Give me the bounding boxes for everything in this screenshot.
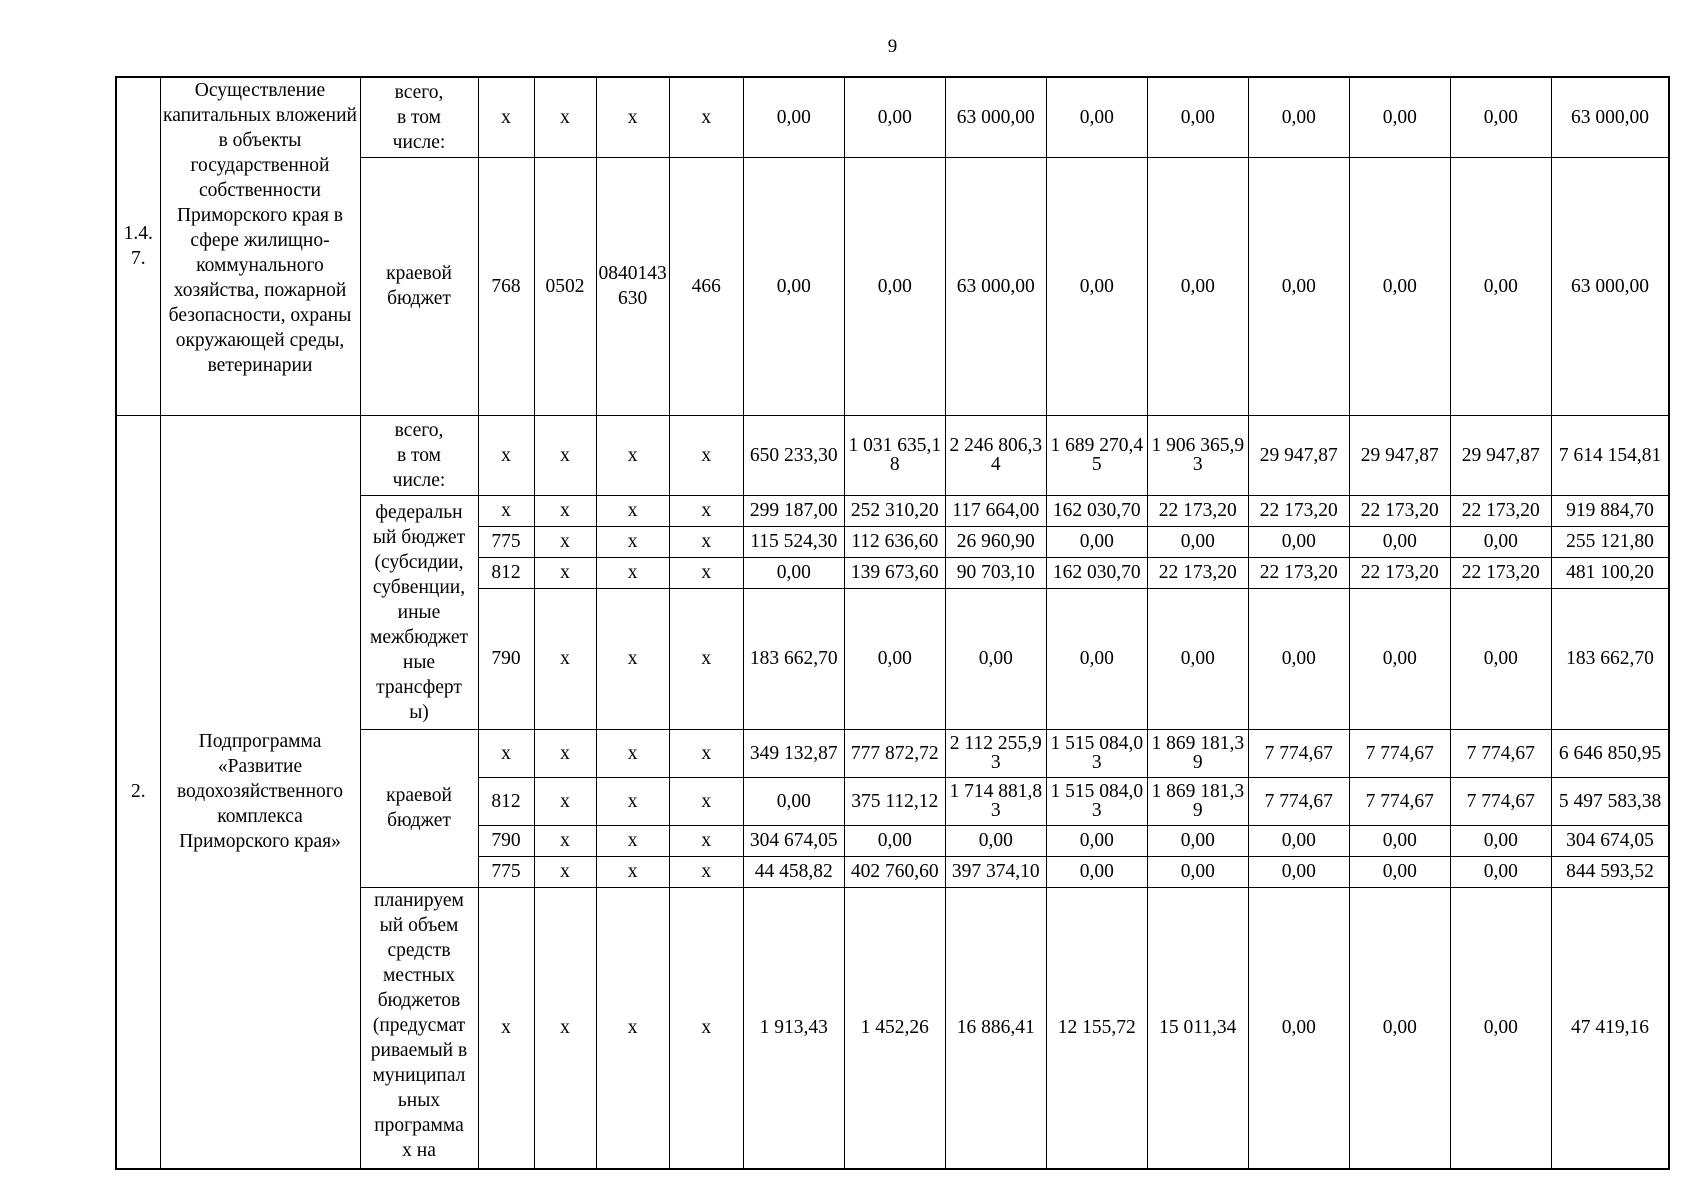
year-value: 0,00 (945, 825, 1046, 856)
rzpr-code: x (534, 887, 596, 1169)
year-value: 304 674,05 (743, 825, 844, 856)
year-value: 0,00 (1046, 825, 1147, 856)
year-value: 44 458,82 (743, 856, 844, 887)
year-value: 252 310,20 (844, 495, 945, 526)
csr-code: x (596, 415, 669, 495)
year-value: 0,00 (743, 557, 844, 588)
year-value: 183 662,70 (743, 588, 844, 729)
year-value: 7 774,67 (1349, 777, 1450, 825)
csr-code: x (596, 588, 669, 729)
csr-code: x (596, 526, 669, 557)
year-value: 1 515 084,0 3 (1046, 777, 1147, 825)
year-value: 650 233,30 (743, 415, 844, 495)
year-value: 0,00 (1248, 825, 1349, 856)
year-value: 0,00 (1046, 588, 1147, 729)
year-value: 0,00 (1147, 526, 1248, 557)
grbs-code: x (478, 77, 534, 157)
year-value: 29 947,87 (1349, 415, 1450, 495)
total-value: 63 000,00 (1551, 157, 1669, 415)
year-value: 0,00 (1147, 588, 1248, 729)
year-value: 0,00 (1450, 588, 1551, 729)
csr-code: 0840143 630 (596, 157, 669, 415)
rzpr-code: x (534, 588, 596, 729)
funding-source: всего, в том числе: (360, 77, 478, 157)
row-number-1-4-7: 1.4. 7. (116, 77, 160, 415)
csr-code: x (596, 495, 669, 526)
year-value: 0,00 (844, 157, 945, 415)
year-value: 22 173,20 (1248, 495, 1349, 526)
total-value: 5 497 583,38 (1551, 777, 1669, 825)
year-value: 16 886,41 (945, 887, 1046, 1169)
rzpr-code: x (534, 777, 596, 825)
grbs-code: 790 (478, 588, 534, 729)
year-value: 1 515 084,0 3 (1046, 729, 1147, 777)
rzpr-code: x (534, 557, 596, 588)
year-value: 0,00 (1450, 77, 1551, 157)
vr-code: 466 (669, 157, 743, 415)
vr-code: x (669, 887, 743, 1169)
table-row (116, 415, 1669, 495)
rzpr-code: x (534, 77, 596, 157)
year-value: 29 947,87 (1450, 415, 1551, 495)
total-value: 7 614 154,81 (1551, 415, 1669, 495)
year-value: 139 673,60 (844, 557, 945, 588)
year-value: 22 173,20 (1349, 557, 1450, 588)
rzpr-code: x (534, 415, 596, 495)
year-value: 402 760,60 (844, 856, 945, 887)
year-value: 0,00 (844, 77, 945, 157)
funding-source: краевой бюджет (360, 157, 478, 415)
year-value: 0,00 (1349, 588, 1450, 729)
budget-table (115, 76, 1670, 1170)
year-value: 375 112,12 (844, 777, 945, 825)
total-value: 844 593,52 (1551, 856, 1669, 887)
grbs-code: 768 (478, 157, 534, 415)
year-value: 1 031 635,1 8 (844, 415, 945, 495)
year-value: 0,00 (1349, 157, 1450, 415)
year-value: 63 000,00 (945, 77, 1046, 157)
year-value: 0,00 (1248, 77, 1349, 157)
year-value: 22 173,20 (1450, 557, 1551, 588)
total-value: 255 121,80 (1551, 526, 1669, 557)
rzpr-code: x (534, 495, 596, 526)
grbs-code: 812 (478, 557, 534, 588)
year-value: 2 112 255,9 3 (945, 729, 1046, 777)
vr-code: x (669, 856, 743, 887)
year-value: 0,00 (1248, 526, 1349, 557)
rzpr-code: x (534, 526, 596, 557)
year-value: 0,00 (1046, 856, 1147, 887)
grbs-code: x (478, 495, 534, 526)
year-value: 0,00 (1349, 526, 1450, 557)
year-value: 7 774,67 (1450, 777, 1551, 825)
page-number: 9 (887, 36, 898, 57)
year-value: 22 173,20 (1147, 557, 1248, 588)
year-value: 115 524,30 (743, 526, 844, 557)
funding-source-regional: краевой бюджет (360, 729, 478, 887)
year-value: 1 913,43 (743, 887, 844, 1169)
year-value: 22 173,20 (1349, 495, 1450, 526)
csr-code: x (596, 557, 669, 588)
row-number-2: 2. (116, 415, 160, 1169)
vr-code: x (669, 526, 743, 557)
csr-code: x (596, 856, 669, 887)
year-value: 0,00 (844, 825, 945, 856)
year-value: 0,00 (1147, 825, 1248, 856)
total-value: 63 000,00 (1551, 77, 1669, 157)
vr-code: x (669, 588, 743, 729)
grbs-code: 775 (478, 856, 534, 887)
csr-code: x (596, 77, 669, 157)
rzpr-code: x (534, 729, 596, 777)
year-value: 349 132,87 (743, 729, 844, 777)
year-value: 112 636,60 (844, 526, 945, 557)
year-value: 0,00 (1349, 887, 1450, 1169)
year-value: 0,00 (743, 157, 844, 415)
year-value: 397 374,10 (945, 856, 1046, 887)
year-value: 0,00 (1450, 825, 1551, 856)
vr-code: x (669, 557, 743, 588)
year-value: 22 173,20 (1248, 557, 1349, 588)
year-value: 0,00 (1450, 856, 1551, 887)
year-value: 7 774,67 (1248, 777, 1349, 825)
grbs-code: x (478, 729, 534, 777)
measure-name-1-4-7: Осуществление капитальных вложений в объекты государственной собственности Приморского края в сфере жилищно-коммунального хозяйства, пожарной безопасности, охраны окружающей среды, ветеринарии (160, 77, 360, 415)
year-value: 0,00 (1046, 157, 1147, 415)
total-value: 47 419,16 (1551, 887, 1669, 1169)
year-value: 0,00 (1248, 887, 1349, 1169)
csr-code: x (596, 887, 669, 1169)
year-value: 1 869 181,3 9 (1147, 777, 1248, 825)
year-value: 0,00 (844, 588, 945, 729)
year-value: 162 030,70 (1046, 495, 1147, 526)
csr-code: x (596, 777, 669, 825)
total-value: 481 100,20 (1551, 557, 1669, 588)
year-value: 63 000,00 (945, 157, 1046, 415)
year-value: 0,00 (743, 777, 844, 825)
vr-code: x (669, 729, 743, 777)
year-value: 0,00 (1147, 77, 1248, 157)
funding-source: всего, в том числе: (360, 415, 478, 495)
year-value: 7 774,67 (1248, 729, 1349, 777)
year-value: 0,00 (1248, 856, 1349, 887)
year-value: 7 774,67 (1450, 729, 1551, 777)
vr-code: x (669, 825, 743, 856)
vr-code: x (669, 777, 743, 825)
year-value: 26 960,90 (945, 526, 1046, 557)
year-value: 0,00 (1349, 825, 1450, 856)
year-value: 1 689 270,4 5 (1046, 415, 1147, 495)
total-value: 183 662,70 (1551, 588, 1669, 729)
rzpr-code: x (534, 856, 596, 887)
year-value: 299 187,00 (743, 495, 844, 526)
year-value: 0,00 (1147, 157, 1248, 415)
year-value: 0,00 (1248, 588, 1349, 729)
rzpr-code: 0502 (534, 157, 596, 415)
grbs-code: 790 (478, 825, 534, 856)
year-value: 0,00 (1046, 77, 1147, 157)
year-value: 1 906 365,9 3 (1147, 415, 1248, 495)
year-value: 1 452,26 (844, 887, 945, 1169)
grbs-code: x (478, 415, 534, 495)
year-value: 7 774,67 (1349, 729, 1450, 777)
rzpr-code: x (534, 825, 596, 856)
year-value: 0,00 (1450, 526, 1551, 557)
year-value: 0,00 (1349, 77, 1450, 157)
total-value: 6 646 850,95 (1551, 729, 1669, 777)
year-value: 0,00 (1248, 157, 1349, 415)
funding-source-local: планируем ый объем средств местных бюджетов (предусмат риваемый в муниципал ьных программа х на (360, 887, 478, 1169)
year-value: 117 664,00 (945, 495, 1046, 526)
table-row (116, 77, 1669, 157)
year-value: 1 714 881,8 3 (945, 777, 1046, 825)
year-value: 22 173,20 (1147, 495, 1248, 526)
year-value: 2 246 806,3 4 (945, 415, 1046, 495)
csr-code: x (596, 825, 669, 856)
year-value: 0,00 (1450, 157, 1551, 415)
year-value: 0,00 (1450, 887, 1551, 1169)
subprogram-name: Подпрограмма «Развитие водохозяйственного комплекса Приморского края» (160, 415, 360, 1169)
year-value: 162 030,70 (1046, 557, 1147, 588)
vr-code: x (669, 77, 743, 157)
vr-code: x (669, 495, 743, 526)
year-value: 22 173,20 (1450, 495, 1551, 526)
csr-code: x (596, 729, 669, 777)
total-value: 304 674,05 (1551, 825, 1669, 856)
year-value: 0,00 (1349, 856, 1450, 887)
year-value: 0,00 (1147, 856, 1248, 887)
year-value: 0,00 (1046, 526, 1147, 557)
funding-source-federal: федеральн ый бюджет (субсидии, субвенции, иные межбюджет ные трансферт ы) (360, 495, 478, 729)
grbs-code: x (478, 887, 534, 1169)
year-value: 12 155,72 (1046, 887, 1147, 1169)
year-value: 15 011,34 (1147, 887, 1248, 1169)
grbs-code: 812 (478, 777, 534, 825)
year-value: 90 703,10 (945, 557, 1046, 588)
year-value: 777 872,72 (844, 729, 945, 777)
vr-code: x (669, 415, 743, 495)
grbs-code: 775 (478, 526, 534, 557)
year-value: 1 869 181,3 9 (1147, 729, 1248, 777)
total-value: 919 884,70 (1551, 495, 1669, 526)
year-value: 0,00 (743, 77, 844, 157)
year-value: 29 947,87 (1248, 415, 1349, 495)
year-value: 0,00 (945, 588, 1046, 729)
